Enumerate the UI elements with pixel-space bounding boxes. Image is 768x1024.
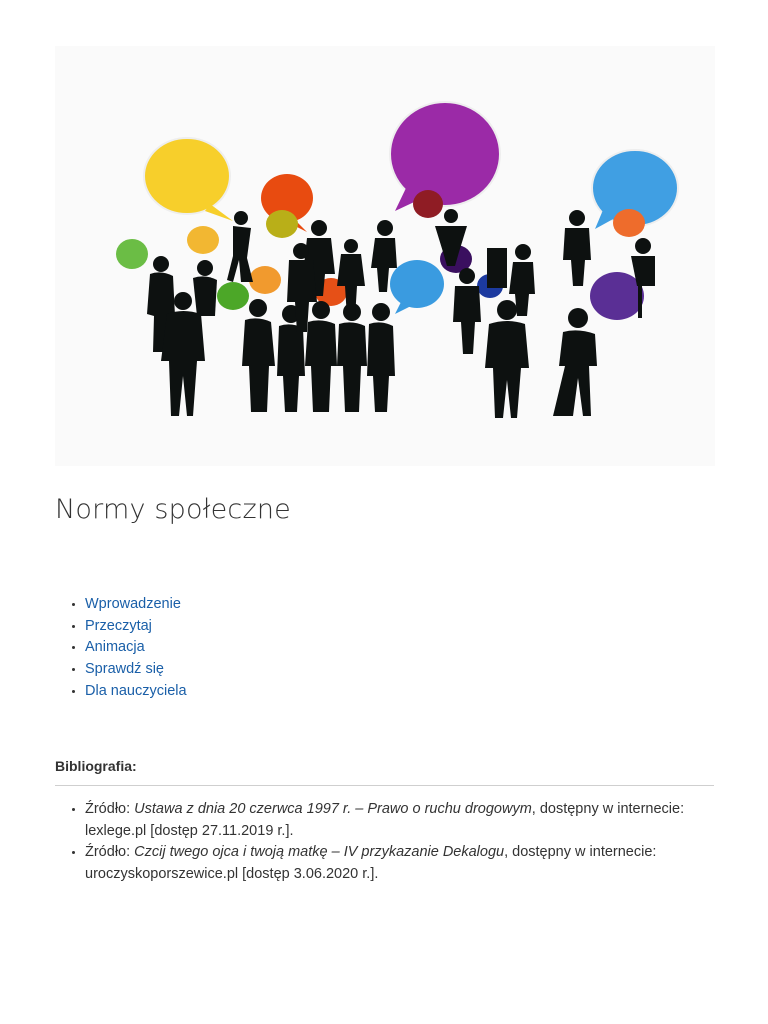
speech-bubble-green <box>116 239 148 269</box>
nav-link-przeczytaj[interactable]: Przeczytaj <box>85 617 152 634</box>
nav-link-dla-nauczyciela[interactable]: Dla nauczyciela <box>85 682 187 699</box>
nav-link-sprawdz-sie[interactable]: Sprawdź się <box>85 661 164 678</box>
entry-suffix: , dostępny w internecie: lexlege.pl [dostęp 27.11.2019 r.]. <box>85 801 685 839</box>
page-title: Normy społeczne <box>55 494 291 525</box>
speech-bubble-darkred <box>413 190 443 218</box>
speech-bubble-sky <box>390 260 444 314</box>
nav-link-wprowadzenie[interactable]: Wprowadzenie <box>85 596 181 612</box>
entry-title: Czcij twego ojca i twoją matkę – IV przykazanie Dekalogu <box>134 844 505 861</box>
people-speech-bubbles-image <box>55 46 715 466</box>
entry-suffix: , dostępny w internecie: uroczyskoporszewice.pl [dostęp 3.06.2020 r.]. <box>85 844 657 883</box>
speech-bubble-orange-small <box>613 209 645 237</box>
bibliography-entry <box>85 842 715 885</box>
speech-bubble-orange-mid <box>249 266 281 294</box>
people-silhouettes <box>147 209 655 418</box>
nav-item <box>85 616 187 638</box>
bibliography-heading: Bibliografia: <box>55 758 137 774</box>
bibliography-list <box>55 799 715 886</box>
speech-bubble-olive <box>266 210 298 238</box>
section-nav-list <box>55 594 187 703</box>
entry-prefix: Źródło: <box>85 844 135 861</box>
entry-title: Ustawa z dnia 20 czerwca 1997 r. – Prawo o ruchu drogowym <box>134 801 532 817</box>
bibliography-entry <box>85 799 715 842</box>
hero-illustration <box>55 46 715 466</box>
entry-prefix: Źródło: <box>85 801 135 817</box>
speech-bubble-amber <box>187 226 219 254</box>
nav-item <box>85 637 187 659</box>
speech-bubble-purple <box>390 102 500 211</box>
nav-item <box>85 681 187 703</box>
nav-item <box>85 659 187 681</box>
speech-bubble-yellow <box>144 138 233 221</box>
speech-bubble-green-dark <box>217 282 249 310</box>
divider <box>55 785 714 786</box>
nav-item <box>85 594 187 616</box>
nav-link-animacja[interactable]: Animacja <box>85 639 145 656</box>
